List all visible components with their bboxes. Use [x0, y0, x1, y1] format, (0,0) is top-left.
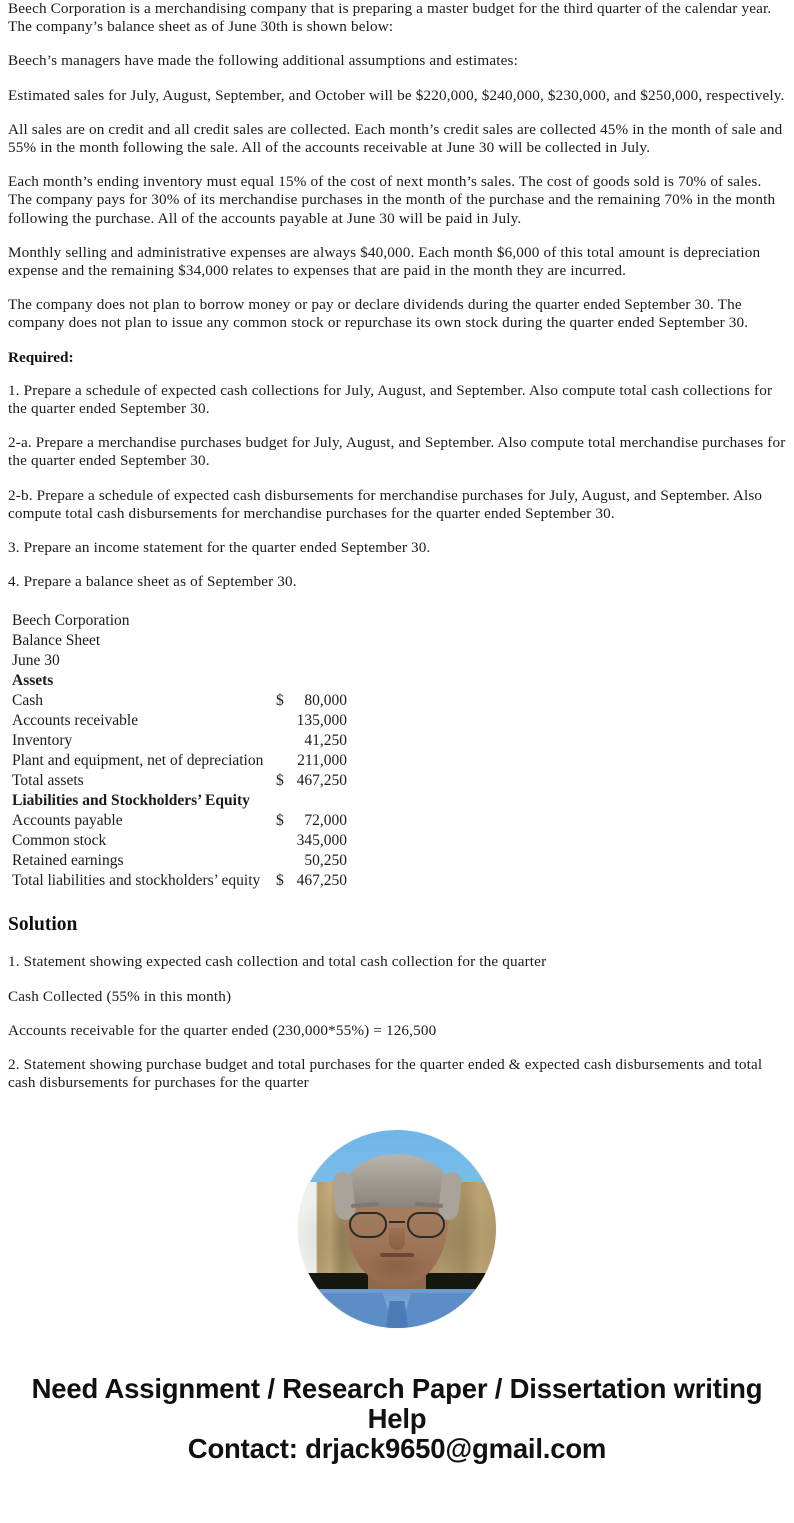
table-row [12, 731, 347, 751]
solution-paragraph-1: 1. Statement showing expected cash collection and total cash collection for the quarter [8, 953, 547, 971]
footer-headline: Need Assignment / Research Paper / Dissertation writing Help [31, 1373, 763, 1435]
row-currency-retained-earnings [276, 851, 289, 871]
row-currency-plant-equipment [276, 751, 289, 771]
row-label-common-stock: Common stock [12, 832, 107, 850]
paragraph-estimated-sales: Estimated sales for July, August, September, and October will be $220,000, $240,000, $230,000, and $250,000, respectively. [8, 86, 785, 104]
table-row-date [12, 651, 347, 671]
required-heading: Required: [8, 348, 74, 366]
solution-paragraph-2: 2. Statement showing purchase budget and total purchases for the quarter ended & expected cash disbursements and total cash disbursements for purchases for the quarter [8, 1056, 763, 1092]
spacer-amount [289, 671, 347, 691]
problem-statement [8, 0, 786, 333]
row-currency-total-assets: $ [276, 772, 284, 790]
table-row [12, 751, 347, 771]
row-label-inventory: Inventory [12, 732, 73, 750]
table-row [12, 831, 347, 851]
avatar [298, 1130, 496, 1328]
table-row-assets-heading [12, 671, 347, 691]
row-currency-inventory [276, 731, 289, 751]
row-amount-inventory: 41,250 [304, 732, 347, 750]
photo-shirt-right-collar [399, 1293, 495, 1329]
row-amount-total-assets: 467,250 [296, 772, 347, 790]
avatar-container [8, 1130, 786, 1328]
row-amount-accounts-receivable: 135,000 [296, 712, 347, 730]
spacer-amount [289, 611, 347, 631]
assets-heading: Assets [12, 672, 54, 690]
table-row-statement [12, 631, 347, 651]
required-section [8, 349, 786, 592]
liabilities-heading: Liabilities and Stockholders’ Equity [12, 792, 250, 810]
spacer-currency [276, 671, 289, 691]
balance-sheet-table [12, 611, 347, 891]
solution-section [8, 913, 786, 1092]
solution-paragraph-accounts-receivable: Accounts receivable for the quarter ended (230,000*55%) = 126,500 [8, 1021, 437, 1039]
row-label-total-assets: Total assets [12, 772, 84, 790]
paragraph-financing: The company does not plan to borrow money or pay or declare dividends during the quarter ended September 30. The company does not plan to issue any common stock or repurchase its own stock during the quarter ended September 30. [8, 296, 749, 332]
table-row [12, 811, 347, 831]
table-row [12, 691, 347, 711]
spacer-currency [276, 631, 289, 651]
requirement-item-2a: 2-a. Prepare a merchandise purchases budget for July, August, and September. Also compute total merchandise purchases for the quarter ended September 30. [8, 434, 786, 470]
table-row [12, 771, 347, 791]
table-row [12, 711, 347, 731]
row-amount-retained-earnings: 50,250 [304, 852, 347, 870]
photo-lens-left [349, 1212, 387, 1238]
photo-chin-shading [364, 1255, 430, 1281]
requirement-item-4: 4. Prepare a balance sheet as of September 30. [8, 573, 297, 591]
footer-contact: Contact: drjack9650@gmail.com [187, 1433, 607, 1465]
row-currency-accounts-payable: $ [276, 812, 284, 830]
row-currency-total-liabilities-equity: $ [276, 872, 284, 890]
table-row [12, 851, 347, 871]
row-amount-plant-equipment: 211,000 [297, 752, 347, 770]
paragraph-assumptions-lead: Beech’s managers have made the following additional assumptions and estimates: [8, 52, 518, 70]
row-amount-accounts-payable: 72,000 [304, 812, 347, 830]
paragraph-credit-sales: All sales are on credit and all credit sales are collected. Each month’s credit sales are collected 45% in the month of sale and 55% in the month following the sale. All of the accounts receivable at June 30 will be collected in July. [8, 120, 783, 157]
row-currency-common-stock [276, 831, 289, 851]
photo-glasses-bridge [389, 1221, 405, 1224]
solution-heading: Solution [8, 914, 78, 936]
requirement-item-2b: 2-b. Prepare a schedule of expected cash disbursements for merchandise purchases for July, August, and September. Also compute total cash disbursements for merchandise purchases for the quarter ended September 30. [8, 486, 763, 522]
balance-sheet-date: June 30 [12, 652, 60, 670]
balance-sheet-block [8, 611, 786, 891]
photo-lens-right [407, 1212, 445, 1238]
photo-nose [389, 1228, 405, 1250]
table-row [12, 871, 347, 891]
row-amount-cash: 80,000 [304, 692, 347, 710]
paragraph-selling-admin-expenses: Monthly selling and administrative expenses are always $40,000. Each month $6,000 of this total amount is depreciation expense and the remaining $34,000 relates to expenses that are paid in the month they are incurred. [8, 243, 761, 280]
spacer-amount [289, 651, 347, 671]
spacer-currency [276, 791, 289, 811]
table-row-liabilities-heading [12, 791, 347, 811]
footer [8, 1374, 786, 1464]
spacer-amount [289, 631, 347, 651]
spacer-currency [276, 611, 289, 631]
balance-sheet-statement: Balance Sheet [12, 632, 101, 650]
requirement-item-3: 3. Prepare an income statement for the quarter ended September 30. [8, 539, 431, 557]
solution-paragraph-cash-collected: Cash Collected (55% in this month) [8, 987, 232, 1005]
row-label-retained-earnings: Retained earnings [12, 852, 124, 870]
paragraph-intro: Beech Corporation is a merchandising company that is preparing a master budget for the third quarter of the calendar year. The company’s balance sheet as of June 30th is shown below: [8, 0, 772, 36]
spacer-amount [289, 791, 347, 811]
row-label-total-liabilities-equity: Total liabilities and stockholders’ equity [12, 872, 261, 890]
row-currency-cash: $ [276, 692, 284, 710]
row-label-accounts-receivable: Accounts receivable [12, 712, 139, 730]
photo-shirt-left-collar [299, 1293, 395, 1329]
row-amount-common-stock: 345,000 [296, 832, 347, 850]
row-label-cash: Cash [12, 692, 43, 710]
balance-sheet-company: Beech Corporation [12, 612, 130, 630]
table-row-company [12, 611, 347, 631]
spacer-currency [276, 651, 289, 671]
requirement-item-1: 1. Prepare a schedule of expected cash collections for July, August, and September. Also compute total cash collections for the quarter ended September 30. [8, 381, 773, 418]
paragraph-inventory-purchases: Each month’s ending inventory must equal 15% of the cost of next month’s sales. The cost of goods sold is 70% of sales. The company pays for 30% of its merchandise purchases in the month of the purchase and the remaining 70% in the month following the purchase. All of the accounts payable at June 30 will be paid in July. [8, 173, 776, 227]
row-amount-total-liabilities-equity: 467,250 [296, 872, 347, 890]
row-currency-accounts-receivable [276, 711, 289, 731]
row-label-plant-equipment: Plant and equipment, net of depreciation [12, 752, 264, 770]
photo-mouth [380, 1253, 414, 1257]
row-label-accounts-payable: Accounts payable [12, 812, 123, 830]
